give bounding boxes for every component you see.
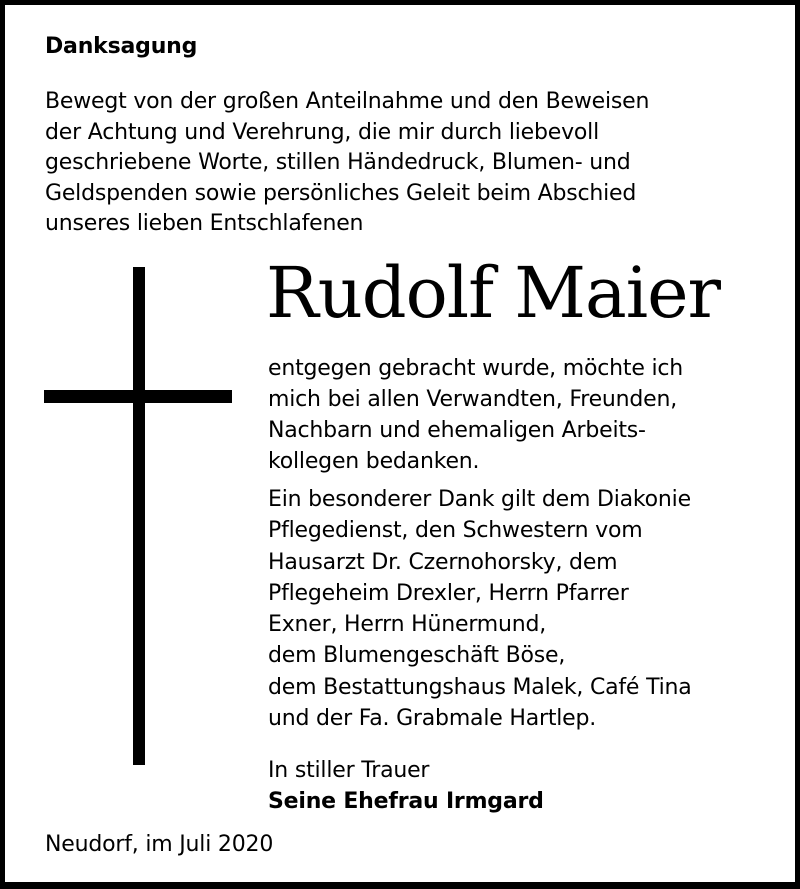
body-line: entgegen gebracht wurde, möchte ich xyxy=(268,356,684,381)
body-line: Nachbarn und ehemaligen Arbeits- xyxy=(268,418,646,443)
cross-horizontal-bar xyxy=(44,390,232,403)
signature-block xyxy=(268,755,544,817)
intro-line: geschriebene Worte, stillen Händedruck, Blumen- und xyxy=(45,150,631,176)
intro-paragraph xyxy=(45,87,649,240)
closing-text: In stiller Trauer xyxy=(268,758,430,783)
body-line: Hausarzt Dr. Czernohorsky, dem xyxy=(268,549,618,575)
cross-vertical-bar xyxy=(133,267,145,765)
signature-name: Seine Ehefrau Irmgard xyxy=(268,789,544,814)
thanks-paragraph xyxy=(268,353,683,477)
body-line: kollegen bedanken. xyxy=(268,449,480,474)
body-line: dem Blumengeschäft Böse, xyxy=(268,643,566,669)
notice-title: Danksagung xyxy=(45,34,198,59)
body-line: dem Bestattungshaus Malek, Café Tina xyxy=(268,674,692,700)
intro-line: der Achtung und Verehrung, die mir durch liebevoll xyxy=(45,119,600,145)
intro-line: unseres lieben Entschlafenen xyxy=(45,211,364,237)
body-line: Exner, Herrn Hünermund, xyxy=(268,612,547,638)
body-line: Pflegeheim Drexler, Herrn Pfarrer xyxy=(268,580,629,606)
body-line: Ein besonderer Dank gilt dem Diakonie xyxy=(268,487,691,512)
deceased-name: Rudolf Maier xyxy=(266,252,720,334)
place-date: Neudorf, im Juli 2020 xyxy=(45,832,274,857)
intro-line: Geldspenden sowie persönliches Geleit beim Abschied xyxy=(45,180,637,206)
special-thanks-paragraph xyxy=(268,484,692,734)
body-line: Pflegedienst, den Schwestern vom xyxy=(268,518,643,544)
body-line: mich bei allen Verwandten, Freunden, xyxy=(268,387,678,412)
body-line: und der Fa. Grabmale Hartlep. xyxy=(268,706,597,732)
intro-line: Bewegt von der großen Anteilnahme und den Beweisen xyxy=(45,89,650,114)
